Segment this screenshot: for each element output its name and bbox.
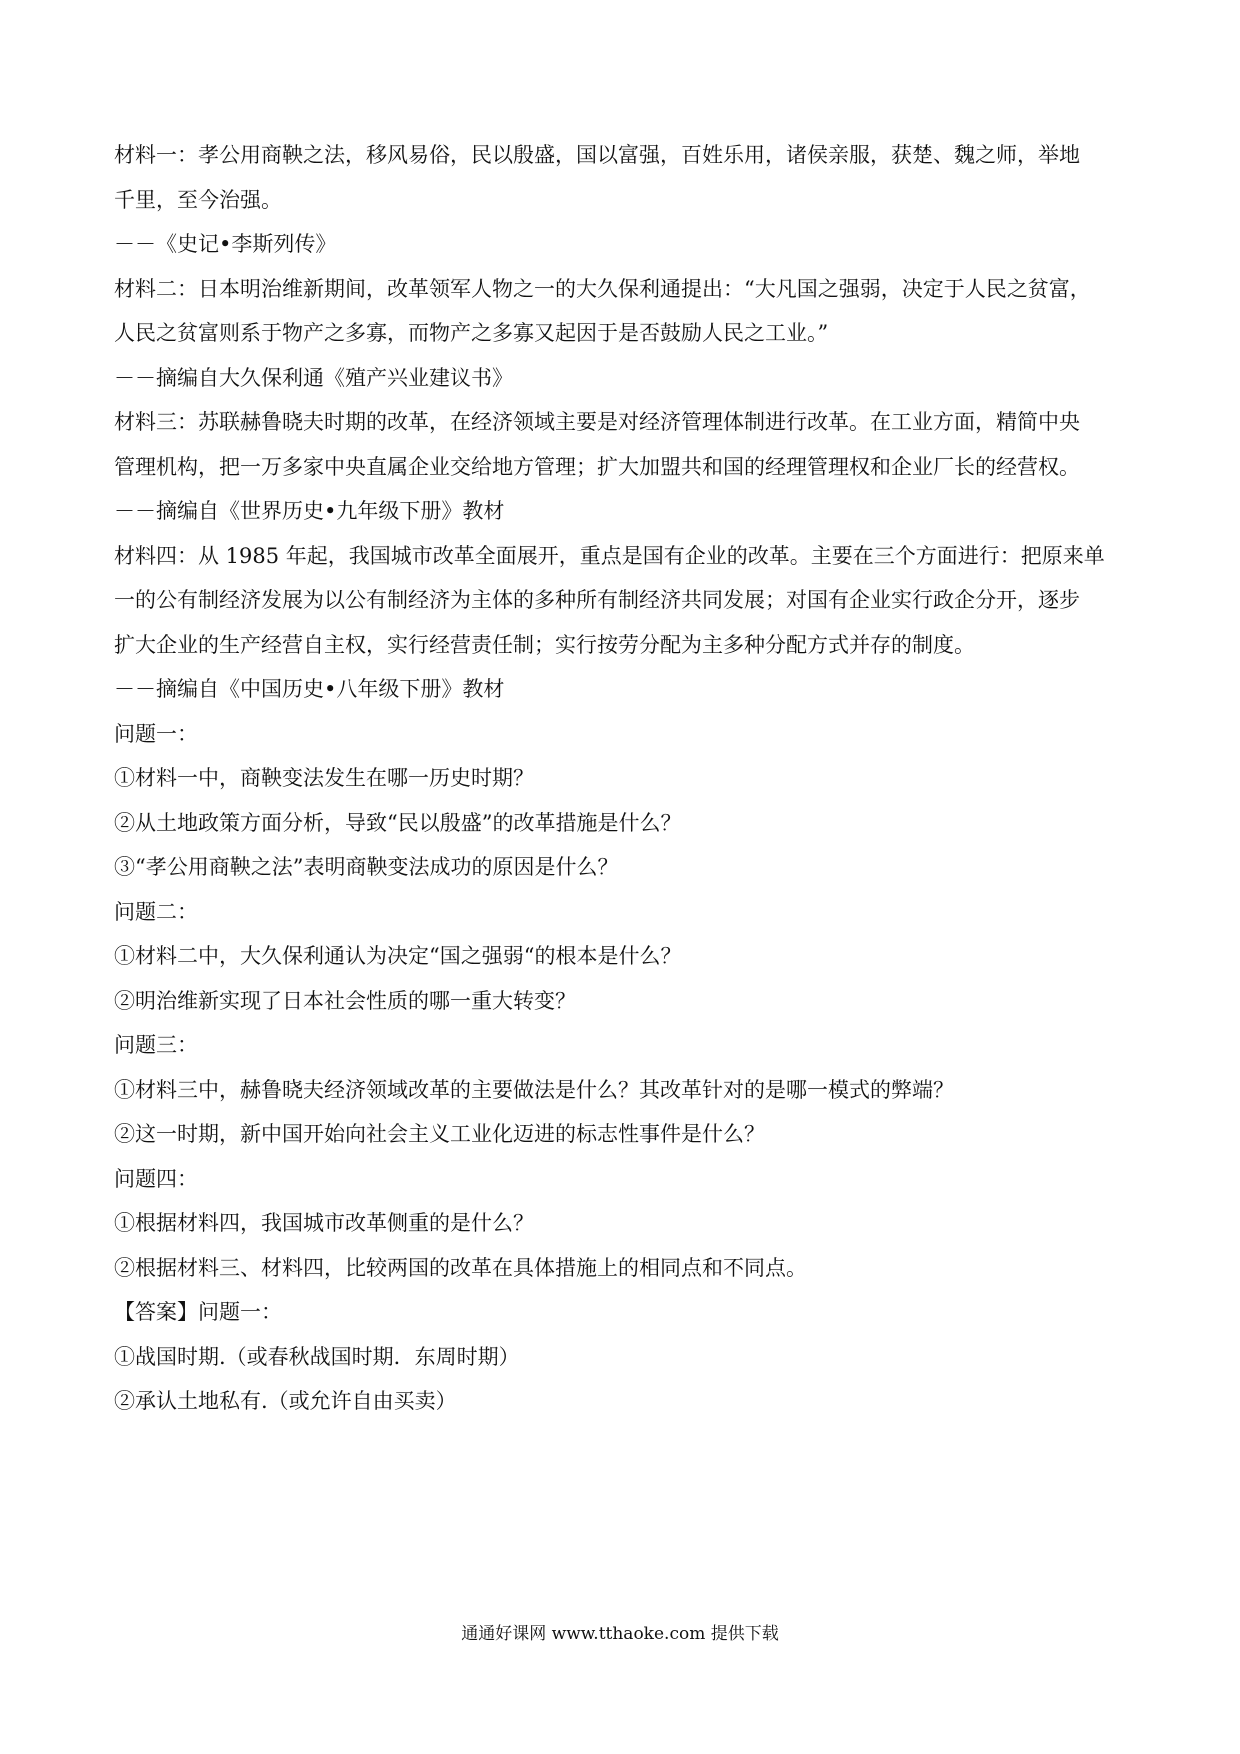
question-1-item-3: ③“孝公用商鞅之法”表明商鞅变法成功的原因是什么？: [114, 855, 619, 879]
question-2-item-1: ①材料二中，大久保利通认为决定“国之强弱“的根本是什么？: [114, 944, 682, 968]
material-2-source: －－摘编自大久保利通《殖产兴业建议书》: [114, 366, 513, 390]
question-3-item-2: ②这一时期，新中国开始向社会主义工业化迈进的标志性事件是什么？: [114, 1122, 765, 1146]
footer-text: 通通好课网 www.tthaoke.com 提供下载: [461, 1624, 779, 1644]
question-4-item-2: ②根据材料三、材料四，比较两国的改革在具体措施上的相同点和不同点。: [114, 1256, 807, 1280]
material-4-line-2: 一的公有制经济发展为以公有制经济为主体的多种所有制经济共同发展；对国有企业实行政企分开，逐步: [114, 588, 1080, 612]
answer-item-2: ②承认土地私有.（或允许自由买卖）: [114, 1389, 457, 1413]
material-4-line-1: 材料四：从 1985 年起，我国城市改革全面展开，重点是国有企业的改革。主要在三个方面进行：把原来单: [114, 544, 1105, 568]
material-4-source: －－摘编自《中国历史•八年级下册》教材: [114, 677, 505, 701]
answer-item-1: ①战国时期.（或春秋战国时期．东周时期）: [114, 1345, 520, 1369]
material-3-source: －－摘编自《世界历史•九年级下册》教材: [114, 499, 505, 523]
material-4-line-3: 扩大企业的生产经营自主权，实行经营责任制；实行按劳分配为主多种分配方式并存的制度。: [114, 633, 975, 657]
answer-heading: 【答案】问题一：: [114, 1300, 282, 1324]
question-4-heading: 问题四：: [114, 1167, 198, 1191]
question-4-item-1: ①根据材料四，我国城市改革侧重的是什么？: [114, 1211, 534, 1235]
material-2-line-1: 材料二：日本明治维新期间，改革领军人物之一的大久保利通提出：“大凡国之强弱，决定于人民之贫富，: [114, 277, 1091, 301]
material-1-line-1: 材料一：孝公用商鞅之法，移风易俗，民以殷盛，国以富强，百姓乐用，诸侯亲服，获楚、魏之师，举地: [114, 143, 1080, 167]
question-1-item-2: ②从土地政策方面分析，导致“民以殷盛”的改革措施是什么？: [114, 811, 682, 835]
question-3-item-1: ①材料三中，赫鲁晓夫经济领域改革的主要做法是什么？其改革针对的是哪一模式的弊端？: [114, 1078, 954, 1102]
question-3-heading: 问题三：: [114, 1033, 198, 1057]
question-2-heading: 问题二：: [114, 900, 198, 924]
material-1-line-2: 千里，至今治强。: [114, 188, 282, 212]
question-2-item-2: ②明治维新实现了日本社会性质的哪一重大转变？: [114, 989, 576, 1013]
material-2-line-2: 人民之贫富则系于物产之多寡，而物产之多寡又起因于是否鼓励人民之工业。”: [114, 321, 829, 345]
question-1-item-1: ①材料一中，商鞅变法发生在哪一历史时期？: [114, 766, 534, 790]
material-1-source: －－《史记•李斯列传》: [114, 232, 337, 256]
question-1-heading: 问题一：: [114, 722, 198, 746]
material-3-line-1: 材料三：苏联赫鲁晓夫时期的改革，在经济领域主要是对经济管理体制进行改革。在工业方面，精简中央: [114, 410, 1080, 434]
material-3-line-2: 管理机构，把一万多家中央直属企业交给地方管理；扩大加盟共和国的经理管理权和企业厂长的经营权。: [114, 455, 1080, 479]
